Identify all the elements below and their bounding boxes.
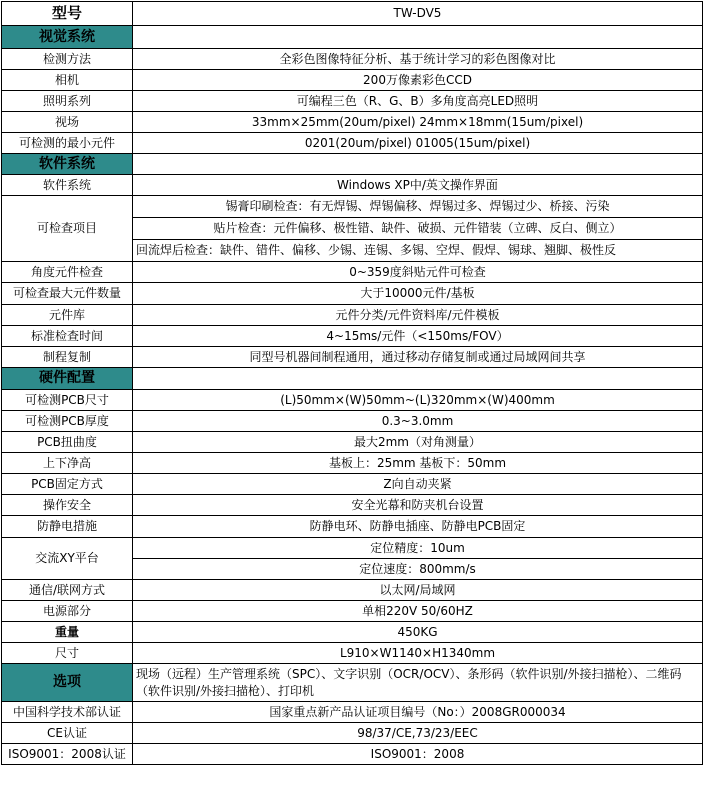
spec-row — [2, 390, 703, 411]
spec-row — [2, 723, 703, 744]
spec-row — [2, 326, 703, 347]
spec-value: ISO9001：2008 — [133, 744, 703, 765]
section-software: 软件系统 — [2, 154, 133, 175]
spec-value: 元件分类/元件资料库/元件模板 — [133, 305, 703, 326]
spec-value: 200万像素彩色CCD — [133, 70, 703, 91]
spec-row — [2, 601, 703, 622]
spec-value: 锡膏印刷检查：有无焊锡、焊锡偏移、焊锡过多、焊锡过少、桥接、污染 — [133, 196, 703, 218]
options-value: 现场（远程）生产管理系统（SPC）、文字识别（OCR/OCV）、条形码（软件识别/外接扫描枪）、二维码（软件识别/外接扫描枪）、打印机 — [133, 664, 703, 702]
spec-value: Z向自动夹紧 — [133, 474, 703, 495]
spec-value: 回流焊后检查：缺件、错件、偏移、少锡、连锡、多锡、空焊、假焊、锡球、翘脚、极性反 — [133, 240, 703, 262]
spec-value: 98/37/CE,73/23/EEC — [133, 723, 703, 744]
spec-value: 最大2mm（对角测量） — [133, 432, 703, 453]
spec-label: 角度元件检查 — [2, 262, 133, 283]
spec-row — [2, 580, 703, 601]
spec-row — [2, 538, 703, 559]
spec-row — [2, 453, 703, 474]
spec-label: PCB扭曲度 — [2, 432, 133, 453]
spec-row — [2, 196, 703, 218]
spec-row — [2, 91, 703, 112]
spec-label: 中国科学技术部认证 — [2, 702, 133, 723]
spec-row — [2, 643, 703, 664]
section-hardware: 硬件配置 — [2, 368, 133, 390]
spec-value: 0201(20um/pixel) 01005(15um/pixel) — [133, 133, 703, 154]
spec-row — [2, 474, 703, 495]
spec-row — [2, 495, 703, 516]
spec-row — [2, 702, 703, 723]
spec-value: 4~15ms/元件（<150ms/FOV） — [133, 326, 703, 347]
spec-row — [2, 305, 703, 326]
spec-label: 可检测PCB厚度 — [2, 411, 133, 432]
spec-label: 制程复制 — [2, 347, 133, 368]
spec-label: 可检查项目 — [2, 196, 133, 262]
spec-value: 33mm×25mm(20um/pixel) 24mm×18mm(15um/pixel) — [133, 112, 703, 133]
spec-row — [2, 744, 703, 765]
spec-value: 0~359度斜贴元件可检查 — [133, 262, 703, 283]
spec-row — [2, 347, 703, 368]
options-row — [2, 664, 703, 702]
spec-row — [2, 175, 703, 196]
spec-value: 定位精度：10um — [133, 538, 703, 559]
spec-row — [2, 411, 703, 432]
spec-row — [2, 70, 703, 91]
section-row — [2, 368, 703, 390]
spec-label: 可检测PCB尺寸 — [2, 390, 133, 411]
spec-value: L910×W1140×H1340mm — [133, 643, 703, 664]
spec-value: Windows XP中/英文操作界面 — [133, 175, 703, 196]
spec-row — [2, 262, 703, 283]
section-row — [2, 26, 703, 49]
spec-label: CE认证 — [2, 723, 133, 744]
section-row — [2, 154, 703, 175]
spec-value: 0.3~3.0mm — [133, 411, 703, 432]
spec-label: 操作安全 — [2, 495, 133, 516]
spec-label: 重量 — [2, 622, 133, 643]
spec-label: 可检查最大元件数量 — [2, 283, 133, 305]
spec-row — [2, 133, 703, 154]
model-row — [2, 2, 703, 26]
spec-value: 以太网/局域网 — [133, 580, 703, 601]
spec-label: PCB固定方式 — [2, 474, 133, 495]
spec-value: 国家重点新产品认证项目编号（No：）2008GR000034 — [133, 702, 703, 723]
section-options: 选项 — [2, 664, 133, 702]
spec-value: 全彩色图像特征分析、基于统计学习的彩色图像对比 — [133, 49, 703, 70]
spec-value: 基板上：25mm 基板下：50mm — [133, 453, 703, 474]
spec-row — [2, 112, 703, 133]
spec-value: 贴片检查：元件偏移、极性错、缺件、破损、元件错装（立碑、反白、侧立） — [133, 218, 703, 240]
section-blank — [133, 154, 703, 175]
spec-label: 上下净高 — [2, 453, 133, 474]
spec-value: (L)50mm×(W)50mm~(L)320mm×(W)400mm — [133, 390, 703, 411]
model-value: TW-DV5 — [133, 2, 703, 26]
spec-value: 大于10000元件/基板 — [133, 283, 703, 305]
spec-label: 防静电措施 — [2, 516, 133, 538]
spec-label: 相机 — [2, 70, 133, 91]
spec-label: 检测方法 — [2, 49, 133, 70]
spec-value: 安全光幕和防夹机台设置 — [133, 495, 703, 516]
model-label: 型号 — [2, 2, 133, 26]
spec-label: 电源部分 — [2, 601, 133, 622]
section-vision: 视觉系统 — [2, 26, 133, 49]
spec-label: 元件库 — [2, 305, 133, 326]
spec-label: 软件系统 — [2, 175, 133, 196]
spec-label: 尺寸 — [2, 643, 133, 664]
spec-label: 通信/联网方式 — [2, 580, 133, 601]
spec-value: 单相220V 50/60HZ — [133, 601, 703, 622]
spec-label: 交流XY平台 — [2, 538, 133, 580]
spec-value: 定位速度：800mm/s — [133, 559, 703, 580]
spec-label: 照明系列 — [2, 91, 133, 112]
spec-value: 450KG — [133, 622, 703, 643]
spec-row — [2, 432, 703, 453]
spec-label: 标准检查时间 — [2, 326, 133, 347]
spec-row — [2, 49, 703, 70]
spec-label: 可检测的最小元件 — [2, 133, 133, 154]
spec-row — [2, 283, 703, 305]
spec-row — [2, 516, 703, 538]
spec-value: 同型号机器间制程通用，通过移动存储复制或通过局域网间共享 — [133, 347, 703, 368]
spec-row — [2, 622, 703, 643]
spec-value: 防静电环、防静电插座、防静电PCB固定 — [133, 516, 703, 538]
section-blank — [133, 26, 703, 49]
spec-label: 视场 — [2, 112, 133, 133]
section-blank — [133, 368, 703, 390]
spec-label: ISO9001：2008认证 — [2, 744, 133, 765]
spec-value: 可编程三色（R、G、B）多角度高亮LED照明 — [133, 91, 703, 112]
spec-table — [1, 1, 703, 765]
